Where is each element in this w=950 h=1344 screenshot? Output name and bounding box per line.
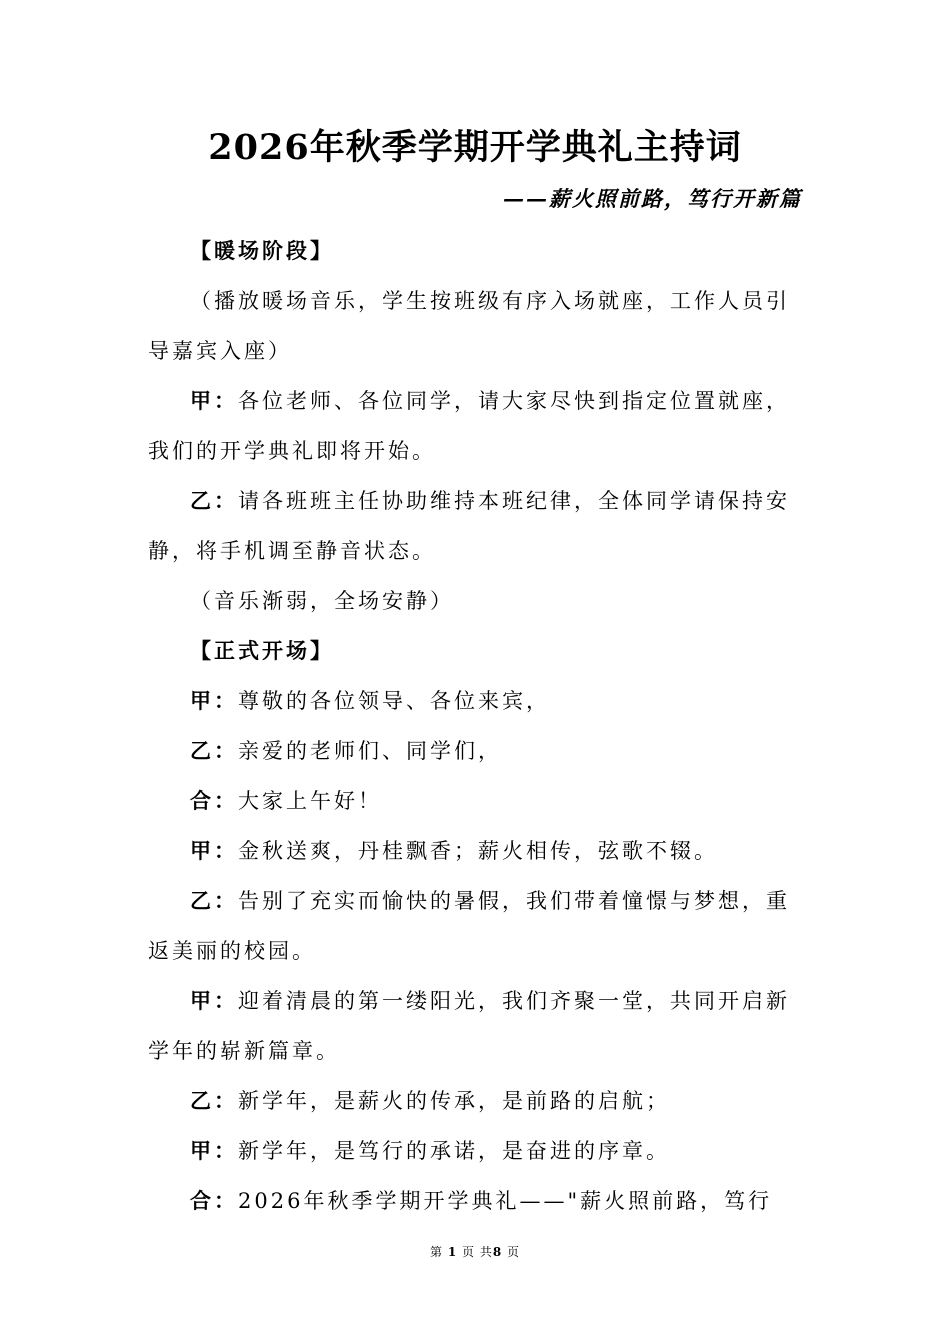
line-text: 各位老师、各位同学，请大家尽快到指定位置就座，我们的开学典礼即将开始。	[148, 389, 790, 463]
speaker-colon: ：	[214, 388, 238, 413]
speaker-colon: ：	[214, 788, 238, 813]
speaker-colon: ：	[214, 488, 238, 513]
total-page-number: 8	[492, 1245, 503, 1259]
script-line	[148, 376, 806, 476]
line-text: 大家上午好！	[238, 789, 382, 813]
script-line	[148, 476, 806, 576]
current-page-number: 1	[447, 1245, 458, 1259]
page-footer	[0, 1243, 950, 1261]
script-line	[148, 1076, 806, 1126]
script-line	[148, 976, 806, 1076]
speaker-colon: ：	[214, 1088, 238, 1113]
speaker-label: 甲	[190, 1138, 214, 1163]
document-title: 2026年秋季学期开学典礼主持词	[208, 127, 742, 168]
speaker-colon: ：	[214, 1138, 238, 1163]
line-text: 告别了充实而愉快的暑假，我们带着憧憬与梦想，重返美丽的校园。	[148, 889, 790, 963]
script-line	[148, 726, 806, 776]
speaker-label: 乙	[190, 488, 214, 513]
speaker-colon: ：	[214, 988, 238, 1013]
speaker-label: 乙	[190, 888, 214, 913]
speaker-colon: ：	[214, 1188, 238, 1213]
document-subtitle: ——薪火照前路，笃行开新篇	[503, 186, 802, 211]
speaker-colon: ：	[214, 888, 238, 913]
line-text: 迎着清晨的第一缕阳光，我们齐聚一堂，共同开启新学年的崭新篇章。	[148, 989, 790, 1063]
line-text: 请各班班主任协助维持本班纪律，全体同学请保持安静，将手机调至静音状态。	[148, 489, 790, 563]
stage-direction	[148, 576, 806, 626]
speaker-label: 乙	[190, 1088, 214, 1113]
line-text: 亲爱的老师们、同学们，	[238, 739, 502, 763]
speaker-label: 甲	[190, 688, 214, 713]
line-text: 2026年秋季学期开学典礼——"薪火照前路，笃行	[238, 1189, 773, 1213]
script-line	[148, 1176, 806, 1226]
speaker-colon: ：	[214, 738, 238, 763]
script-line	[148, 776, 806, 826]
script-line	[148, 876, 806, 976]
section-heading-text: 【暖场阶段】	[190, 238, 334, 263]
speaker-colon: ：	[214, 838, 238, 863]
stage-direction-text: （播放暖场音乐，学生按班级有序入场就座，工作人员引导嘉宾入座）	[148, 289, 790, 363]
section-heading-text: 【正式开场】	[190, 638, 334, 663]
speaker-label: 甲	[190, 388, 214, 413]
line-text: 金秋送爽，丹桂飘香；薪火相传，弦歌不辍。	[238, 839, 718, 863]
line-text: 新学年，是笃行的承诺，是奋进的序章。	[238, 1139, 670, 1163]
stage-direction-text: （音乐渐弱，全场安静）	[190, 589, 454, 613]
speaker-label: 甲	[190, 838, 214, 863]
speaker-label: 合	[190, 788, 214, 813]
footer-prefix: 第	[429, 1245, 443, 1259]
speaker-label: 合	[190, 1188, 214, 1213]
section-heading	[148, 226, 806, 276]
speaker-label: 甲	[190, 988, 214, 1013]
document-body	[148, 226, 806, 1226]
speaker-label: 乙	[190, 738, 214, 763]
section-heading	[148, 626, 806, 676]
line-text: 尊敬的各位领导、各位来宾，	[238, 689, 550, 713]
line-text: 新学年，是薪火的传承，是前路的启航；	[238, 1089, 670, 1113]
stage-direction	[148, 276, 806, 376]
script-line	[148, 676, 806, 726]
script-line	[148, 826, 806, 876]
footer-suffix: 页	[507, 1245, 521, 1259]
footer-middle: 页 共	[462, 1245, 493, 1259]
script-line	[148, 1126, 806, 1176]
speaker-colon: ：	[214, 688, 238, 713]
